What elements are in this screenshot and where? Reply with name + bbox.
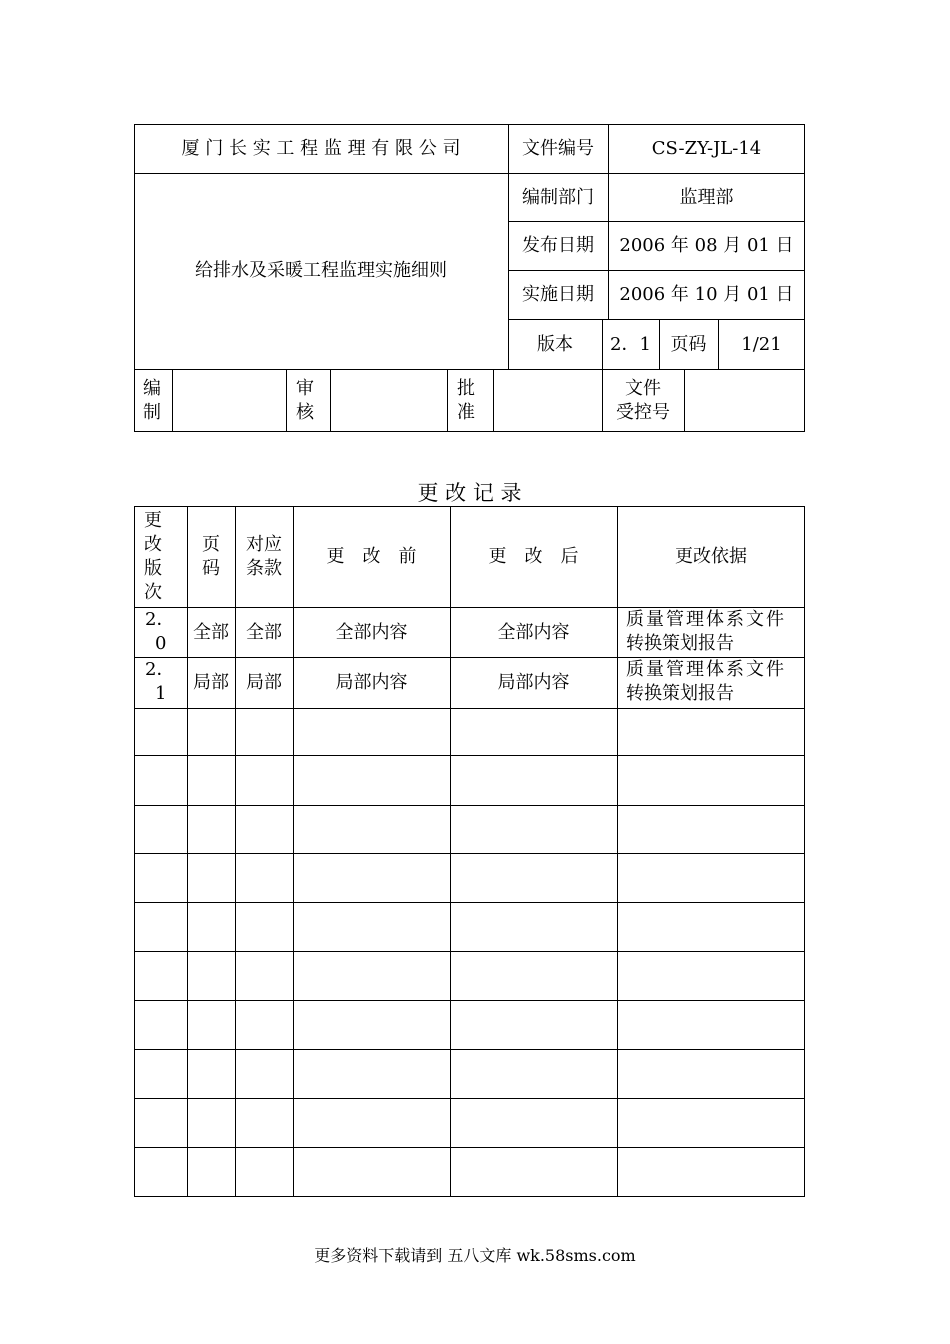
- table-grid-line: [134, 853, 805, 854]
- impl-date-value: 2006 年 10 月 01 日: [619, 284, 794, 305]
- sign-grid-line: [493, 369, 494, 432]
- company-name: 厦 门 长 实 工 程 监 理 有 限 公 司: [181, 138, 461, 159]
- control-no-label: 受控号: [616, 402, 670, 423]
- compile-label: 编: [143, 378, 161, 399]
- col-page-header: 页: [202, 534, 220, 555]
- row-before: 局部内容: [335, 672, 408, 693]
- row-after: 全部内容: [497, 622, 570, 643]
- doc-title: 给排水及采暖工程监理实施细则: [195, 260, 447, 281]
- dept-label: 编制部门: [522, 187, 594, 208]
- impl-date-label: 实施日期: [522, 284, 594, 305]
- sign-grid-line: [286, 369, 287, 432]
- col-version-header: 改: [144, 534, 162, 555]
- header-grid-line: [134, 369, 805, 370]
- table-grid-line: [187, 506, 188, 1197]
- row-basis: 质量管理体系文件: [626, 659, 786, 680]
- version-value: 2．1: [610, 334, 651, 355]
- review-label: 审: [296, 378, 314, 399]
- sign-grid-line: [684, 369, 685, 432]
- row-basis: 质量管理体系文件: [626, 609, 786, 630]
- doc-no-value: CS-ZY-JL-14: [651, 138, 762, 159]
- table-grid-line: [134, 755, 805, 756]
- compile-label: 制: [143, 402, 161, 423]
- row-page: 全部: [193, 622, 229, 643]
- table-grid-line: [134, 902, 805, 903]
- issue-date-label: 发布日期: [522, 235, 594, 256]
- version-label: 版本: [537, 334, 573, 355]
- table-grid-line: [134, 708, 805, 709]
- col-version-header: 版: [144, 558, 162, 579]
- table-grid-line: [134, 951, 805, 952]
- row-version: 1: [155, 683, 167, 704]
- header-grid-line: [134, 173, 805, 174]
- col-basis-header: 更改依据: [675, 546, 747, 567]
- table-grid-line: [134, 1147, 805, 1148]
- table-grid-line: [134, 805, 805, 806]
- col-clause-header: 对应: [246, 534, 282, 555]
- sign-grid-line: [172, 369, 173, 432]
- table-grid-line: [134, 1000, 805, 1001]
- row-clause: 全部: [246, 622, 282, 643]
- approve-label: 批: [457, 378, 475, 399]
- header-grid-line: [508, 221, 805, 222]
- dept-value: 监理部: [679, 187, 734, 208]
- col-clause-header: 条款: [246, 558, 282, 579]
- row-version: 2．: [145, 609, 175, 630]
- page-value: 1/21: [741, 334, 782, 355]
- table-grid-line: [617, 506, 618, 1197]
- row-after: 局部内容: [497, 672, 570, 693]
- row-basis: 转换策划报告: [626, 683, 734, 704]
- row-version: 2．: [145, 659, 175, 680]
- row-basis: 转换策划报告: [626, 633, 734, 654]
- approve-label: 准: [457, 402, 475, 423]
- row-before: 全部内容: [335, 622, 408, 643]
- col-after-header: 更 改 后: [488, 546, 579, 567]
- row-clause: 局部: [246, 672, 282, 693]
- table-grid-line: [293, 506, 294, 1197]
- table-grid-line: [134, 1098, 805, 1099]
- issue-date-value: 2006 年 08 月 01 日: [619, 235, 794, 256]
- review-label: 核: [296, 402, 314, 423]
- col-before-header: 更 改 前: [326, 546, 417, 567]
- col-page-header: 码: [202, 558, 220, 579]
- header-grid-line: [508, 319, 805, 320]
- doc-no-label: 文件编号: [522, 138, 594, 159]
- change-record-title: 更 改 记 录: [417, 481, 522, 505]
- row-version: 0: [155, 633, 167, 654]
- table-grid-line: [235, 506, 236, 1197]
- table-grid-line: [134, 1049, 805, 1050]
- control-no-label: 文件: [625, 378, 661, 399]
- row-page: 局部: [193, 672, 229, 693]
- sign-grid-line: [447, 369, 448, 432]
- table-grid-line: [450, 506, 451, 1197]
- page-label: 页码: [670, 334, 707, 355]
- col-version-header: 更: [144, 510, 162, 531]
- col-version-header: 次: [144, 582, 162, 603]
- sign-grid-line: [330, 369, 331, 432]
- footer-note: 更多资料下载请到 五八文库 wk.58sms.com: [314, 1246, 636, 1265]
- header-grid-line: [508, 270, 805, 271]
